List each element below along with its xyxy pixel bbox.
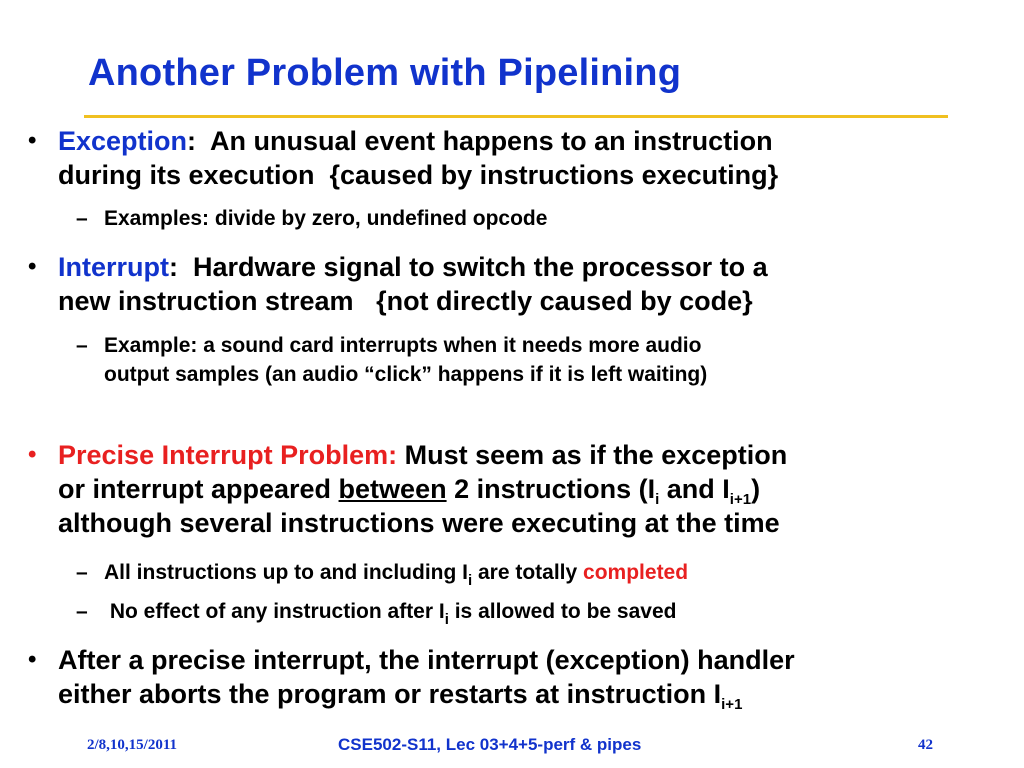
bullet-precise-line2: or interrupt appeared between 2 instructions ($I_i$ and $I_{i+1}$) xyxy=(58,474,761,508)
footer-course: CSE502-S11, Lec 03+4+5-perf & pipes xyxy=(338,735,642,754)
footer-page-number: 42 xyxy=(918,737,933,753)
bullet-interrupt-line1: Interrupt: Hardware signal to switch the processor to a xyxy=(58,252,768,282)
dash: – xyxy=(76,207,88,230)
bullet-exception xyxy=(28,124,778,192)
bullet-exception-line1: Exception: An unusual event happens to an instruction xyxy=(58,126,773,156)
bullet-after-line2: either aborts the program or restarts at instruction $I_{i+1}$ xyxy=(58,679,743,713)
bullet-after-precise-interrupt xyxy=(28,643,795,711)
dash: – xyxy=(76,334,88,357)
bullet-after-line1: After a precise interrupt, the interrupt (exception) handler xyxy=(58,645,795,675)
sub-bullet-no-effect: – No effect of any instruction after $I_i$ is allowed to be saved xyxy=(76,597,676,626)
word-completed: completed xyxy=(583,561,689,584)
title-underline-rule xyxy=(84,115,948,118)
footer-date: 2/8,10,15/2011 xyxy=(87,737,178,753)
sub-bullet-examples: – Examples: divide by zero, undefined opcode xyxy=(76,204,547,233)
sub-bullet-sound-card: – Example: a sound card interrupts when it needs more audio output samples (an audio “click” happens if it is left waiting) xyxy=(76,331,707,389)
bullet-dot: • xyxy=(28,253,37,280)
dash: – xyxy=(76,600,88,623)
sub-bullet-all-instructions: – All instructions up to and including $I_i$ are totally completed xyxy=(76,558,688,587)
bullet-precise-interrupt xyxy=(28,438,787,540)
term-exception: Exception xyxy=(58,126,188,156)
term-precise-interrupt: Precise Interrupt Problem: xyxy=(58,440,398,470)
bullet-precise-line1: Precise Interrupt Problem: Must seem as if the exception xyxy=(58,440,788,470)
bullet-dot: • xyxy=(28,127,37,154)
term-interrupt: Interrupt xyxy=(58,252,169,282)
bullet-dot: • xyxy=(28,646,37,673)
bullet-precise-line3: although several instructions were executing at the time xyxy=(58,508,780,538)
word-between: between xyxy=(338,474,447,504)
bullet-exception-line2: during its execution {caused by instructions executing} xyxy=(58,160,779,190)
bullet-interrupt-line2: new instruction stream {not directly caused by code} xyxy=(58,286,753,316)
dash: – xyxy=(76,561,88,584)
slide-title: Another Problem with Pipelining xyxy=(88,52,682,94)
bullet-dot: • xyxy=(28,441,37,468)
bullet-interrupt xyxy=(28,250,768,318)
